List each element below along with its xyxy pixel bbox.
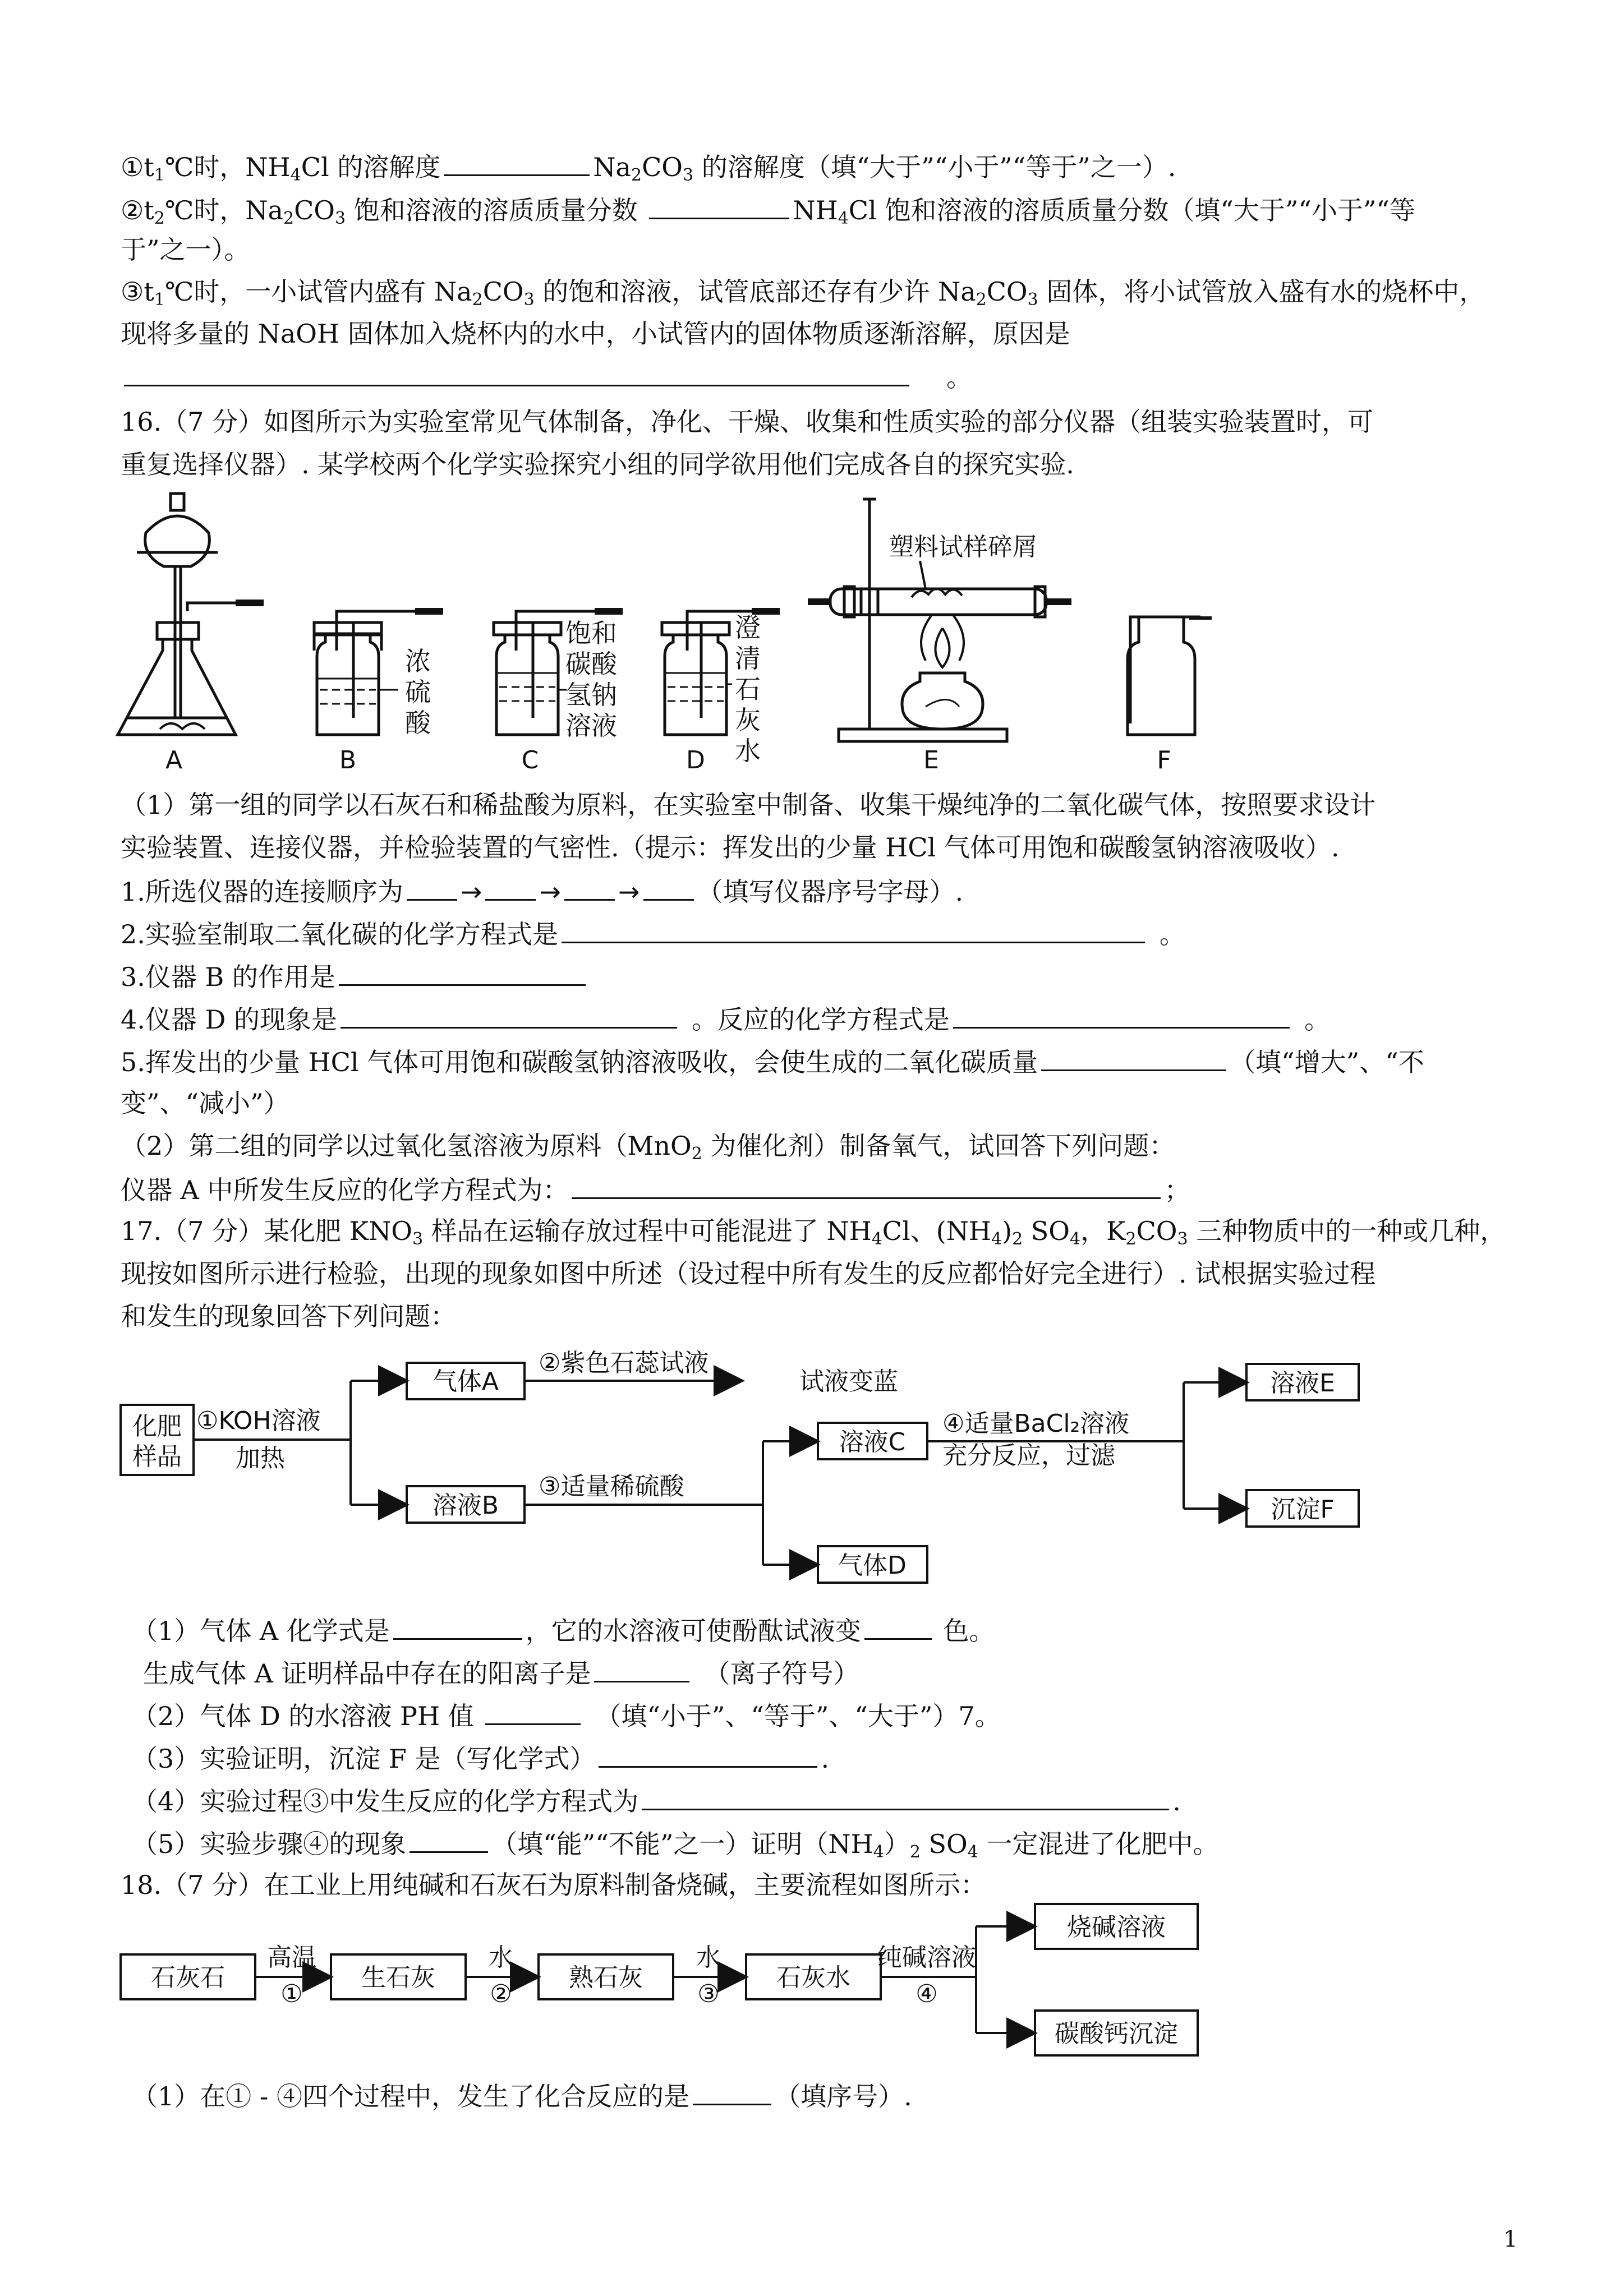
- slaked-lime-label: 熟石灰: [569, 1963, 643, 1992]
- step4-reagent: 纯碱溶液: [877, 1943, 976, 1972]
- q16-intro1: 16.（7 分）如图所示为实验室常见气体制备，净化、干燥、收集和性质实验的部分仪器（组装实验装置时，可: [121, 407, 1374, 437]
- svg-text:酸: 酸: [405, 708, 431, 738]
- q16-part2-eq: 仪器 A 中所发生反应的化学方程式为： ；: [121, 1172, 1557, 1207]
- q16-intro2: 重复选择仪器）. 某学校两个化学实验探究小组的同学欲用他们完成各自的探究实验.: [121, 449, 1074, 480]
- q15-line2: $②t_2℃$时，$Na_2CO_3$ 饱和溶液的溶质质量分数 $NH_4Cl$ 饱和溶液的溶质质量分数（填“大于”“小于”“等: [121, 192, 1557, 227]
- step4-reagent: ④适量BaCl₂溶液: [942, 1409, 1130, 1438]
- step2-number: ②: [490, 1980, 512, 2008]
- svg-text:溶液: 溶液: [565, 711, 617, 741]
- svg-text:氢钠: 氢钠: [565, 680, 617, 710]
- step1-condition: 高温: [267, 1943, 316, 1972]
- q17-a1-cation: 生成气体 A 证明样品中存在的阳离子是 （离子符号）: [143, 1655, 1579, 1690]
- svg-text:石: 石: [735, 674, 761, 704]
- label-a: A: [165, 746, 183, 774]
- q17-a5: （5）实验步骤④的现象 （填“能”“不能”之一）证明$(NH_4)_2$ $SO_4$ 一定混进了化肥中。: [132, 1825, 1568, 1861]
- q15-line1: $①t_1℃$时，$NH_4Cl$ 的溶解度 $Na_2CO_3$ 的溶解度（填“大于”“小于”“等于”之一）.: [121, 149, 1557, 184]
- precipitate-f-label: 沉淀F: [1271, 1495, 1335, 1524]
- svg-text:澄: 澄: [735, 612, 761, 643]
- step1-number: ①: [280, 1980, 303, 2008]
- q15-line6: 。: [121, 359, 1557, 394]
- svg-text:水: 水: [735, 736, 761, 766]
- answer-blank[interactable]: [693, 2078, 771, 2105]
- label-f: F: [1157, 746, 1171, 774]
- step3-number: ③: [697, 1980, 720, 2008]
- q16-sub5: 5.挥发出的少量 HCl 气体可用饱和碳酸氢钠溶液吸收，会使生成的二氧化碳质量 （填“增大”、“不: [121, 1044, 1557, 1079]
- q17-intro2: 现按如图所示进行检验，出现的现象如图中所述（设过程中所有发生的反应都恰好完全进行）. 试根据实验过程: [121, 1258, 1376, 1289]
- solution-c-label: 溶液C: [839, 1428, 906, 1456]
- label-d: D: [686, 746, 705, 774]
- solution-b-label: 溶液B: [432, 1491, 499, 1520]
- svg-text:碳酸: 碳酸: [565, 649, 617, 679]
- q18-a1: （1）在① - ④四个过程中，发生了化合反应的是 （填序号）.: [132, 2078, 1568, 2113]
- q17-a2: （2）气体 D 的水溶液 PH 值 （填“小于”、“等于”、“大于”）7。: [132, 1698, 1568, 1733]
- svg-text:饱和: 饱和: [565, 618, 617, 648]
- q17-intro1: 17.（7 分）某化肥 $KNO_3$ 样品在运输存放过程中可能混进了 $NH_4Cl$、$(NH_4)_2$ $SO_4$，$K_2CO_3$ 三种物质中的一种或几种，: [121, 1216, 1506, 1249]
- q17-a4: （4）实验过程③中发生反应的化学方程式为 .: [132, 1783, 1568, 1818]
- q15-line3: 于”之一）。: [121, 234, 250, 265]
- sample-label-1: 化肥: [132, 1412, 182, 1441]
- label-c: C: [521, 746, 539, 774]
- result-blue-label: 试液变蓝: [799, 1367, 898, 1396]
- q16-part1-a: （1）第一组的同学以石灰石和稀盐酸为原料，在实验室中制备、收集干燥纯净的二氧化碳气体，按照要求设计: [121, 790, 1376, 820]
- step4-condition: 充分反应，过滤: [942, 1441, 1115, 1470]
- q16-sub1: 1.所选仪器的连接顺序为 → → → （填写仪器序号字母）.: [121, 873, 1557, 909]
- label-e-sample: 塑料试样碎屑: [889, 533, 1037, 561]
- q16-part1-b: 实验装置、连接仪器，并检验装置的气密性.（提示：挥发出的少量 HCl 气体可用饱和碳酸氢钠溶液吸收）.: [121, 832, 1340, 863]
- q17-a3: （3）实验证明，沉淀 F 是（写化学式） .: [132, 1740, 1568, 1776]
- label-b: B: [339, 746, 357, 774]
- step2-reagent: 水: [489, 1943, 513, 1972]
- step1-condition: 加热: [236, 1444, 285, 1473]
- svg-text:硫: 硫: [405, 677, 431, 707]
- step4-number: ④: [915, 1980, 938, 2008]
- step3-label: ③适量稀硫酸: [539, 1472, 684, 1501]
- q17-a1: （1）气体 A 化学式是 ，它的水溶液可使酚酞试液变 色。: [132, 1612, 1568, 1648]
- lime-water-label: 石灰水: [776, 1963, 850, 1992]
- page-number: 1: [1503, 2226, 1518, 2252]
- calcium-carbonate-label: 碳酸钙沉淀: [1055, 2020, 1178, 2048]
- step3-reagent: 水: [696, 1943, 721, 1972]
- svg-text:清: 清: [735, 643, 761, 674]
- step1-reagent: ①KOH溶液: [196, 1407, 321, 1435]
- q16-sub4: 4.仪器 D 的现象是 。反应的化学方程式是 。: [121, 1001, 1557, 1036]
- q18-intro: 18.（7 分）在工业上用纯碱和石灰石为原料制备烧碱，主要流程如图所示：: [121, 1870, 987, 1900]
- q16-sub2: 2.实验室制取二氧化碳的化学方程式是 。: [121, 916, 1557, 951]
- q16-sub3: 3.仪器 B 的作用是: [121, 958, 1557, 994]
- step2-label: ②紫色石蕊试液: [539, 1349, 709, 1377]
- limestone-label: 石灰石: [151, 1963, 225, 1992]
- q17-intro3: 和发生的现象回答下列问题：: [121, 1301, 456, 1331]
- q15-line4: $③t_1℃$时，一小试管内盛有 $Na_2CO_3$ 的饱和溶液，试管底部还存有少许 $Na_2CO_3$ 固体，将小试管放入盛有水的烧杯中，: [121, 276, 1485, 310]
- gas-d-label: 气体D: [838, 1551, 907, 1580]
- caustic-soda-label: 烧碱溶液: [1067, 1913, 1166, 1942]
- label-e: E: [923, 746, 939, 774]
- svg-text:灰: 灰: [735, 705, 761, 735]
- q16-part2: （2）第二组的同学以过氧化氢溶液为原料（MnO$_2$ 为催化剂）制备氧气，试回答下列问题：: [121, 1131, 1175, 1164]
- q15-line5: 现将多量的 NaOH 固体加入烧杯内的水中，小试管内的固体物质逐渐溶解，原因是: [121, 319, 1070, 349]
- sample-label-2: 样品: [132, 1442, 182, 1471]
- svg-text:浓: 浓: [405, 646, 431, 676]
- solution-e-label: 溶液E: [1270, 1369, 1335, 1398]
- quicklime-label: 生石灰: [361, 1963, 435, 1992]
- gas-a-label: 气体A: [432, 1367, 499, 1396]
- q16-sub5-cont: 变”、“减小”）: [121, 1088, 289, 1118]
